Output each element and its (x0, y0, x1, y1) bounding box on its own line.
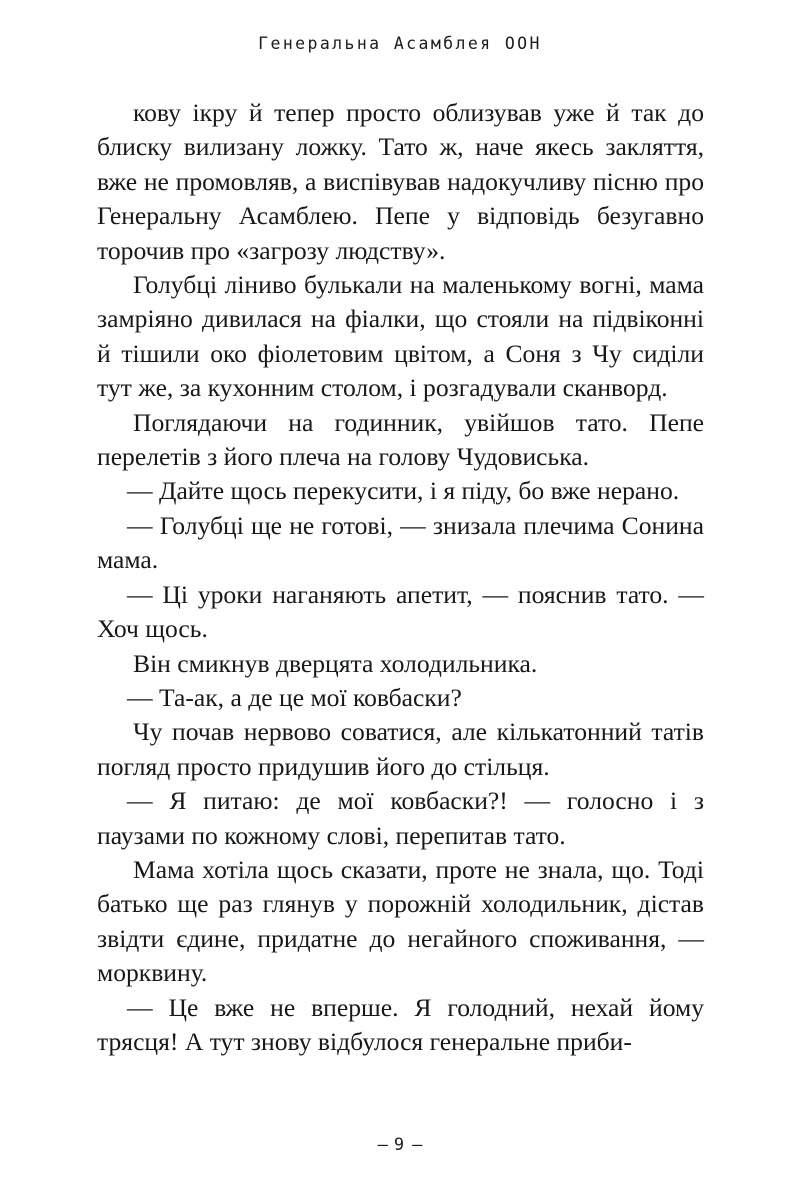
paragraph: Чу почав нервово соватися, але кількатонний татів погляд просто придушив його до стільця. (97, 717, 704, 781)
folio-dash-left: — (377, 1135, 388, 1155)
dialogue-line: — Голубці ще не готові, — знизала плечима Сонина мама. (97, 510, 704, 575)
page-number: 9 (393, 1135, 407, 1155)
dialogue-line: — Це вже не вперше. Я голодний, нехай йому трясця! А тут знову відбулося генеральне приби- (97, 992, 704, 1056)
paragraph: Голубці ліниво булькали на маленькому вогні, мама замріяно дивилася на фіалки, що стояли на підвіконні й тішили око фіолетовим цвітом, а Соня з Чу сиділи тут же, за кухонним столом, і розгадували сканворд. (97, 270, 704, 403)
paragraph: Поглядаючи на годинник, увійшов тато. Пепе перелетів з його плеча на голову Чудовиська. (97, 407, 704, 472)
dialogue-line: — Ці уроки наганяють апетит, — пояснив тато. — Хоч щось. (97, 579, 704, 644)
page-folio (0, 1135, 800, 1155)
dialogue-line: — Я питаю: де мої ковбаски?! — голосно і з паузами по кожному слові, перепитав тато. (97, 786, 704, 850)
paragraph: кову ікру й тепер просто облизував уже й так до блиску вилизану ложку. Тато ж, наче якесь закляття, вже не промовляв, а виспівував надокучливу пісню про Генеральну Асамблею. Пепе у відповідь безугавно торочив про «загрозу людству». (97, 98, 704, 265)
paragraph: Він смикнув дверцята холодильника. (133, 648, 538, 678)
dialogue-line: — Дайте щось перекусити, і я піду, бо вже нерано. (127, 476, 680, 506)
running-header-title: Генеральна Асамблея ООН (258, 34, 542, 53)
folio-dash-right: — (412, 1135, 423, 1155)
paragraph: Мама хотіла щось сказати, проте не знала, що. Тоді батько ще раз глянув у порожній холодильник, дістав звідти єдине, придатне до негайного споживання, — морквину. (97, 854, 704, 988)
body-text-block (97, 96, 704, 1059)
dialogue-line: — Та-ак, а де це мої ковбаски? (127, 682, 462, 712)
